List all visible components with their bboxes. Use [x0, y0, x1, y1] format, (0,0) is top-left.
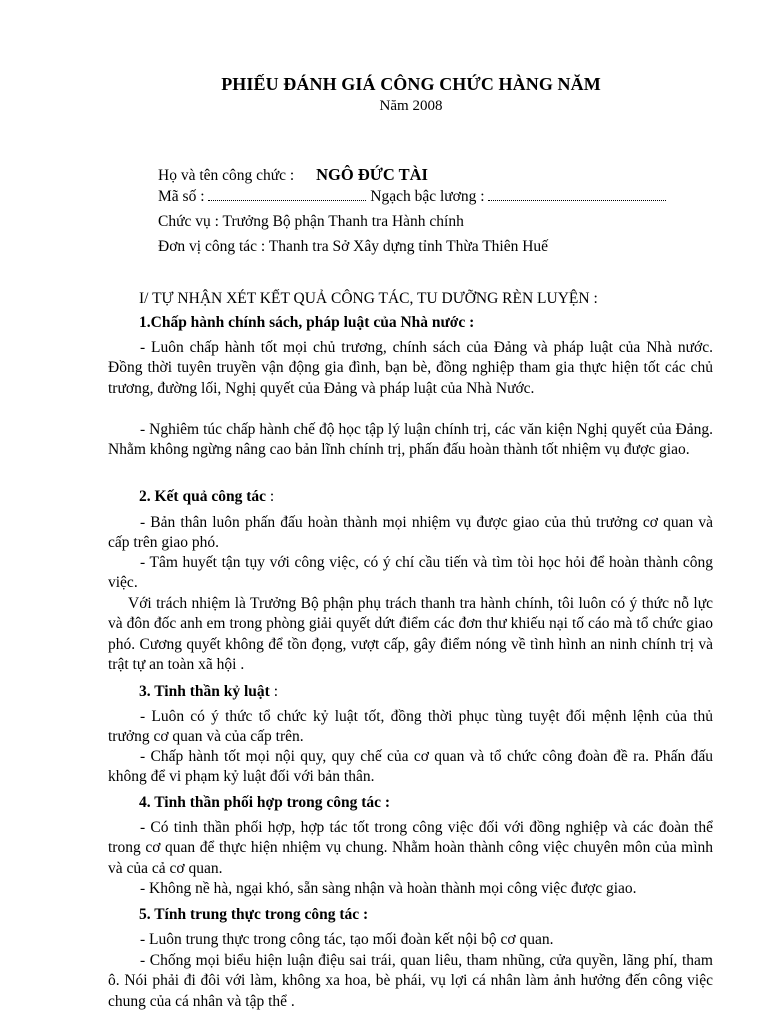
subsection-4-paragraph-1: - Có tinh thần phối hợp, hợp tác tốt trong công việc đối với đồng nghiệp và các đoàn thể trong cơ quan để thực hiện nhiệm vụ chung. Nhằm hoàn thành công việc chuyên môn của mình và của cả cơ quan. — [108, 819, 713, 877]
document-title: PHIẾU ĐÁNH GIÁ CÔNG CHỨC HÀNG NĂM — [221, 74, 601, 94]
subsection-3-title — [139, 683, 278, 701]
subsection-3-paragraph-1: - Luôn có ý thức tổ chức kỷ luật tốt, đồng thời phục tùng tuyệt đối mệnh lệnh của thủ trưởng cơ quan và của cấp trên. — [108, 708, 713, 746]
subsection-1-paragraph-2: - Nghiêm túc chấp hành chế độ học tập lý luận chính trị, các văn kiện Nghị quyết của Đảng. Nhằm không ngừng nâng cao bản lĩnh chính trị, phấn đấu hoàn thành tốt nhiệm vụ được giao. — [108, 421, 713, 459]
subsection-3-paragraph-2: - Chấp hành tốt mọi nội quy, quy chế của cơ quan và tổ chức công đoàn đề ra. Phấn đấu không để vi phạm kỷ luật đối với bản thân. — [108, 748, 713, 786]
subsection-2-paragraph-2: - Tâm huyết tận tụy với công việc, có ý chí cầu tiến và tìm tòi học hỏi để hoàn thành công việc. — [108, 554, 713, 592]
subsection-5-title-text: 5. Tính trung thực trong công tác : — [139, 906, 369, 923]
subsection-3-title-suffix: : — [269, 683, 278, 700]
subsection-5-paragraph-2: - Chống mọi biểu hiện luận điệu sai trái, quan liêu, tham nhũng, cửa quyền, lãng phí, tham ô. Nói phải đi đôi với làm, không xa hoa, bè phái, vụ lợi cá nhân làm ảnh hưởng đến công việc chung của cá nhân và tập thể . — [108, 952, 713, 1010]
subsection-1-paragraph-1: - Luôn chấp hành tốt mọi chủ trương, chính sách của Đảng và pháp luật của Nhà nước. Đồng thời tuyên truyền vận động gia đình, bạn bè, đồng nghiệp tham gia thực hiện tốt các chủ trương, đường lối, Nghị quyết của Đảng và pháp luật của Nhà Nước. — [108, 339, 713, 397]
document-year: Năm 2008 — [379, 98, 443, 114]
subsection-5-title — [139, 906, 368, 924]
subsection-1-title-text: 1.Chấp hành chính sách, pháp luật của Nhà nước : — [139, 314, 475, 331]
name-value: NGÔ ĐỨC TÀI — [316, 165, 428, 184]
salary-label: Ngạch bậc lương : — [370, 188, 485, 205]
code-line — [158, 188, 666, 206]
salary-dotted-field — [488, 188, 666, 201]
subsection-2-title-text: 2. Kết quả công tác — [139, 488, 267, 505]
subsection-3-title-text: 3. Tinh thần kỷ luật — [139, 683, 270, 700]
subsection-4-title — [139, 794, 390, 812]
subsection-5-paragraph-1: - Luôn trung thực trong công tác, tạo mối đoàn kết nội bộ cơ quan. — [140, 931, 554, 948]
code-dotted-field — [208, 188, 366, 201]
name-line — [158, 165, 428, 185]
subsection-4-title-text: 4. Tinh thần phối hợp trong công tác : — [139, 794, 391, 811]
subsection-1-title — [139, 314, 474, 332]
subsection-2-paragraph-1: - Bản thân luôn phấn đấu hoàn thành mọi nhiệm vụ được giao của thủ trưởng cơ quan và cấp trên giao phó. — [108, 514, 713, 552]
name-label: Họ và tên công chức : — [158, 167, 295, 184]
subsection-2-title-suffix: : — [266, 488, 275, 505]
subsection-4-paragraph-2: - Không nề hà, ngại khó, sẵn sàng nhận và hoàn thành mọi công việc được giao. — [140, 880, 637, 897]
subsection-2-title — [139, 488, 274, 506]
subsection-2-paragraph-3: Với trách nhiệm là Trưởng Bộ phận phụ trách thanh tra hành chính, tôi luôn có ý thức nỗ lực và đôn đốc anh em trong phòng giải quyết dứt điểm các đơn thư khiếu nại tố cáo mà tổ chức giao phó. Cương quyết không để tồn đọng, vượt cấp, gây điểm nóng về tình hình an ninh chính trị và trật tự an toàn xã hội . — [108, 595, 713, 674]
unit-line: Đơn vị công tác : Thanh tra Sở Xây dựng tỉnh Thừa Thiên Huế — [158, 238, 549, 255]
code-label: Mã số : — [158, 188, 205, 205]
position-line: Chức vụ : Trưởng Bộ phận Thanh tra Hành chính — [158, 213, 464, 230]
section-heading: I/ TỰ NHẬN XÉT KẾT QUẢ CÔNG TÁC, TU DƯỠNG RÈN LUYỆN : — [139, 290, 598, 307]
